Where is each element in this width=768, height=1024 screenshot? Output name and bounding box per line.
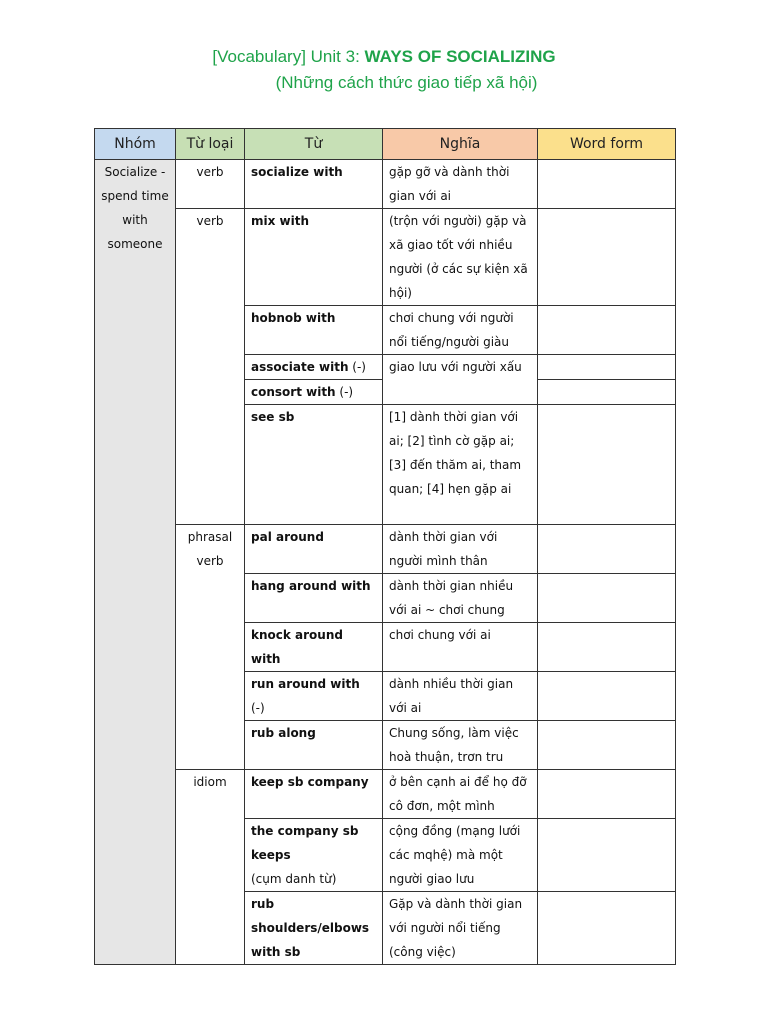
meaning-cell: Gặp và dành thời gian với người nổi tiếng (công việc) (383, 892, 538, 965)
word-form-cell (538, 525, 676, 574)
word-cell: pal around (245, 525, 383, 574)
word-cell (245, 355, 383, 380)
word-note: (-) (335, 385, 354, 399)
word-form-cell (538, 380, 676, 405)
word-form-cell (538, 574, 676, 623)
title-topic: WAYS OF SOCIALIZING (364, 47, 556, 66)
word-form-cell (538, 209, 676, 306)
meaning-cell: ở bên cạnh ai để họ đỡ cô đơn, một mình (383, 770, 538, 819)
word-cell (245, 380, 383, 405)
word-note: (-) (251, 701, 265, 715)
table-row (95, 209, 676, 306)
meaning-cell: gặp gỡ và dành thời gian với ai (383, 160, 538, 209)
title-line-2: (Những cách thức giao tiếp xã hội) (275, 73, 538, 92)
word-cell (245, 672, 383, 721)
word-form-cell (538, 160, 676, 209)
meaning-cell: chơi chung với người nổi tiếng/người giàu (383, 306, 538, 355)
vocabulary-table (94, 128, 676, 965)
word-form-cell (538, 306, 676, 355)
table-header-row (95, 129, 676, 160)
word-cell (245, 819, 383, 892)
word-form-cell (538, 770, 676, 819)
type-cell: phrasal verb (176, 525, 245, 770)
word-form-cell (538, 819, 676, 892)
word-cell: keep sb company (245, 770, 383, 819)
table-row (95, 525, 676, 574)
header-word: Từ (245, 129, 383, 160)
word-form-cell (538, 623, 676, 672)
word-cell: hobnob with (245, 306, 383, 355)
header-word-type: Từ loại (176, 129, 245, 160)
type-cell: idiom (176, 770, 245, 965)
word-text: consort with (251, 385, 336, 399)
header-meaning: Nghĩa (383, 129, 538, 160)
header-word-form: Word form (538, 129, 676, 160)
word-form-cell (538, 672, 676, 721)
word-text: associate with (251, 360, 349, 374)
meaning-cell: (trộn với người) gặp và xã giao tốt với nhiều người (ở các sự kiện xã hội) (383, 209, 538, 306)
group-cell: Socialize - spend time with someone (95, 160, 176, 965)
table-row (95, 770, 676, 819)
word-cell: knock around with (245, 623, 383, 672)
word-cell: rub shoulders/elbows with sb (245, 892, 383, 965)
word-cell: see sb (245, 405, 383, 525)
title-line-1 (0, 44, 768, 70)
word-text: run around with (251, 677, 360, 691)
meaning-cell: dành nhiều thời gian với ai (383, 672, 538, 721)
meaning-cell: dành thời gian với người mình thân (383, 525, 538, 574)
word-form-cell (538, 405, 676, 525)
word-form-cell (538, 721, 676, 770)
word-note: (cụm danh từ) (251, 872, 337, 886)
word-note: (-) (348, 360, 366, 374)
word-form-cell (538, 892, 676, 965)
meaning-cell: giao lưu với người xấu (383, 355, 538, 405)
word-text: the company sb keeps (251, 824, 359, 862)
type-cell: verb (176, 209, 245, 525)
word-form-cell (538, 355, 676, 380)
word-cell: rub along (245, 721, 383, 770)
meaning-cell: cộng đồng (mạng lưới các mqhệ) mà một người giao lưu (383, 819, 538, 892)
word-cell: mix with (245, 209, 383, 306)
meaning-cell: Chung sống, làm việc hoà thuận, trơn tru (383, 721, 538, 770)
meaning-cell: chơi chung với ai (383, 623, 538, 672)
header-group: Nhóm (95, 129, 176, 160)
word-cell: socialize with (245, 160, 383, 209)
title-prefix: [Vocabulary] Unit 3: (212, 47, 365, 66)
meaning-cell: dành thời gian nhiều với ai ~ chơi chung (383, 574, 538, 623)
document-title (0, 44, 768, 96)
meaning-cell: [1] dành thời gian với ai; [2] tình cờ gặp ai; [3] đến thăm ai, tham quan; [4] hẹn gặp ai (383, 405, 538, 525)
table-row (95, 160, 676, 209)
word-cell: hang around with (245, 574, 383, 623)
type-cell: verb (176, 160, 245, 209)
